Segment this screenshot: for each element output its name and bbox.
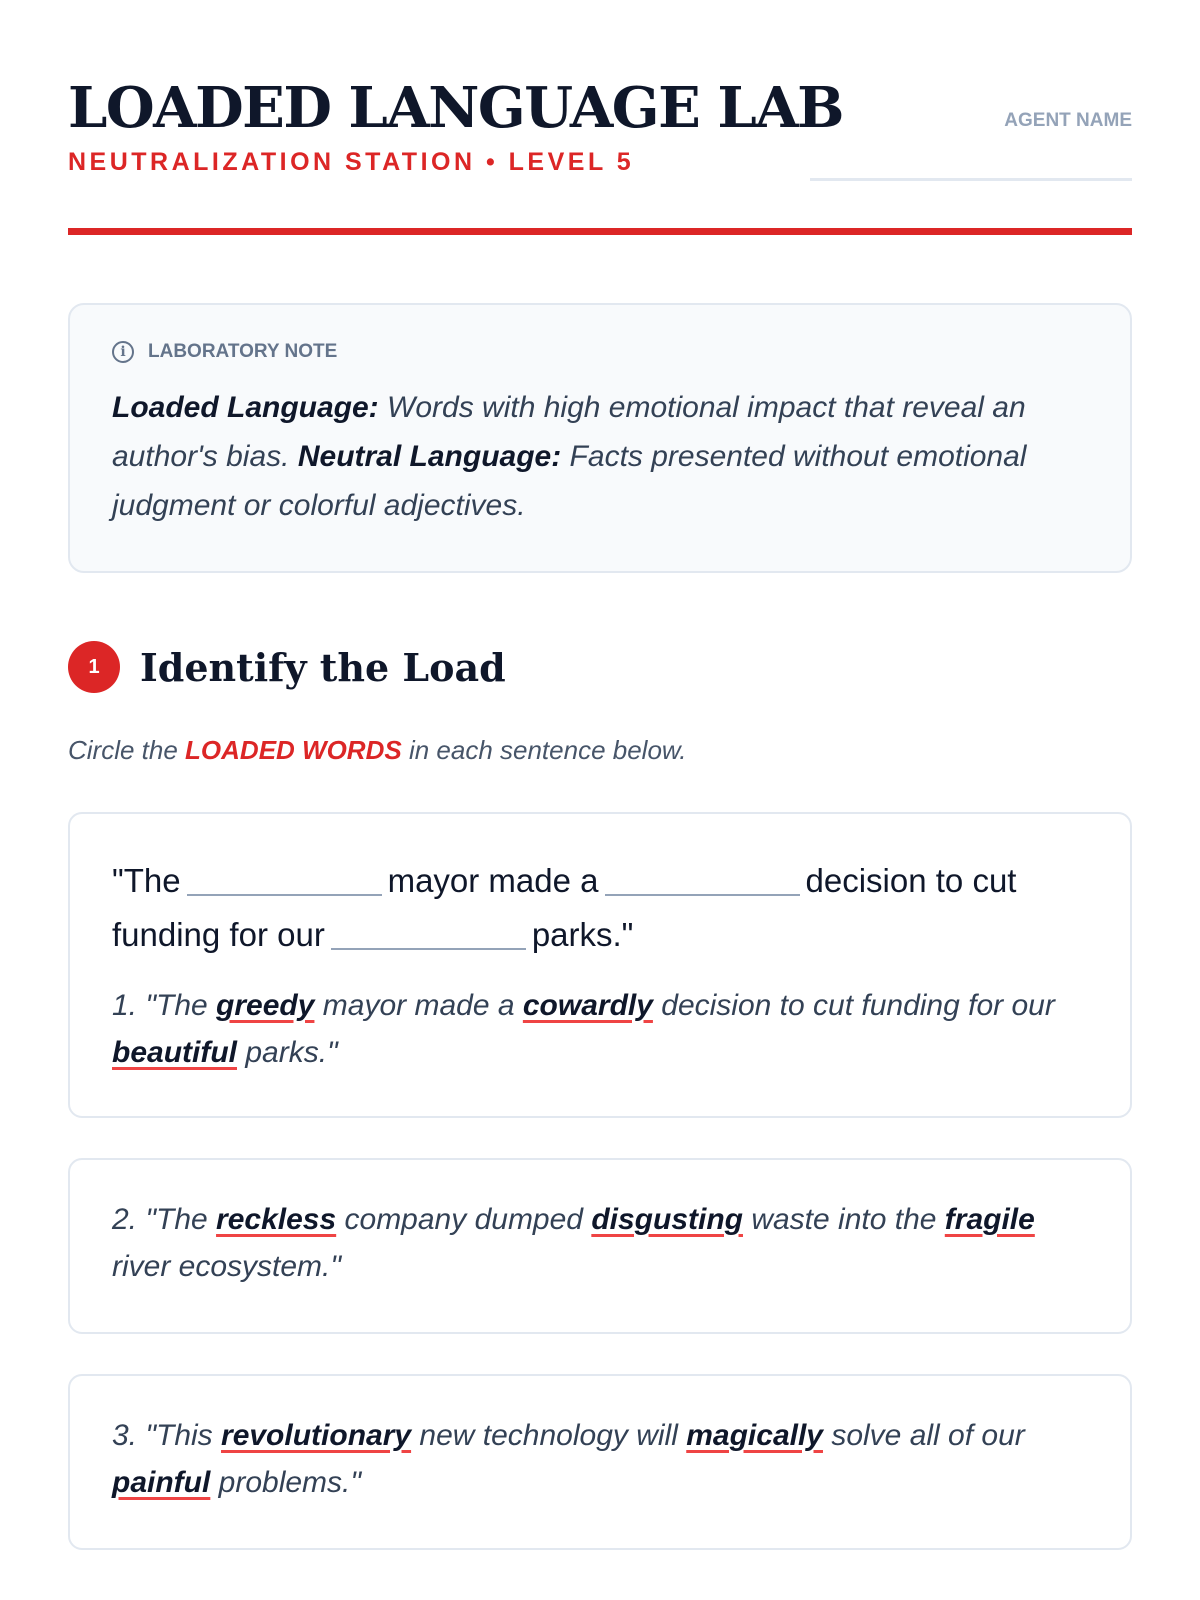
loaded-word[interactable]: painful xyxy=(112,1466,211,1499)
def-loaded: Words with high emotional impact that reveal an author's bias. xyxy=(112,391,1026,473)
template-text: "The xyxy=(112,862,181,899)
term-neutral: Neutral Language: xyxy=(297,440,562,473)
note-label: LABORATORY NOTE xyxy=(148,341,338,362)
section-1-header xyxy=(68,641,1132,693)
section-number-badge: 1 xyxy=(68,641,120,693)
loaded-word[interactable]: magically xyxy=(686,1419,823,1452)
page-subtitle: NEUTRALIZATION STATION • LEVEL 5 xyxy=(68,148,635,176)
fill-in-template xyxy=(112,854,1088,962)
sentence-text: waste into the xyxy=(742,1203,945,1236)
sentence-text: river ecosystem." xyxy=(112,1250,342,1283)
loaded-word[interactable]: disgusting xyxy=(591,1203,743,1236)
agent-name-label: AGENT NAME xyxy=(1004,110,1132,131)
worksheet-header xyxy=(68,68,1132,235)
sentence-text: new technology will xyxy=(411,1419,687,1452)
sentence-3 xyxy=(112,1412,1088,1506)
sentence-card-2 xyxy=(68,1158,1132,1334)
sentence-text: problems." xyxy=(210,1466,362,1499)
loaded-word[interactable]: greedy xyxy=(216,989,315,1022)
sentence-text: 1. "The xyxy=(112,989,217,1022)
note-header xyxy=(112,341,1088,363)
sentence-text: solve all of our xyxy=(822,1419,1025,1452)
sentence-text: company dumped xyxy=(336,1203,592,1236)
loaded-word[interactable]: beautiful xyxy=(112,1036,237,1069)
agent-name-field[interactable] xyxy=(810,178,1132,181)
sentence-card-1 xyxy=(68,812,1132,1118)
loaded-word[interactable]: fragile xyxy=(944,1203,1035,1236)
section-instruction xyxy=(68,735,1132,766)
loaded-word[interactable]: reckless xyxy=(216,1203,337,1236)
note-body xyxy=(112,383,1088,530)
sentence-1 xyxy=(112,982,1088,1076)
instruction-text: Circle the xyxy=(68,735,186,765)
blank-field[interactable] xyxy=(187,864,382,896)
sentence-card-3 xyxy=(68,1374,1132,1550)
blank-field[interactable] xyxy=(331,918,526,950)
instruction-text: in each sentence below. xyxy=(401,735,687,765)
sentence-text: 3. "This xyxy=(112,1419,222,1452)
template-text: decision to cut funding for our xyxy=(112,862,1017,953)
blank-field[interactable] xyxy=(605,864,800,896)
sentence-text: parks." xyxy=(237,1036,338,1069)
laboratory-note xyxy=(68,303,1132,573)
def-neutral: Facts presented without emotional judgment or colorful adjectives. xyxy=(112,440,1027,522)
sentence-text: 2. "The xyxy=(112,1203,217,1236)
sentence-2 xyxy=(112,1196,1088,1290)
term-loaded: Loaded Language: xyxy=(112,391,379,424)
page-title: LOADED LANGUAGE LAB xyxy=(68,75,843,141)
template-text: parks." xyxy=(531,916,634,953)
loaded-word[interactable]: revolutionary xyxy=(221,1419,412,1452)
template-text: mayor made a xyxy=(387,862,599,899)
instruction-highlight: LOADED WORDS xyxy=(185,735,402,765)
section-title: Identify the Load xyxy=(140,644,506,690)
sentence-text: mayor made a xyxy=(314,989,523,1022)
info-icon: i xyxy=(112,341,134,363)
sentence-text: decision to cut funding for our xyxy=(652,989,1055,1022)
loaded-word[interactable]: cowardly xyxy=(522,989,653,1022)
